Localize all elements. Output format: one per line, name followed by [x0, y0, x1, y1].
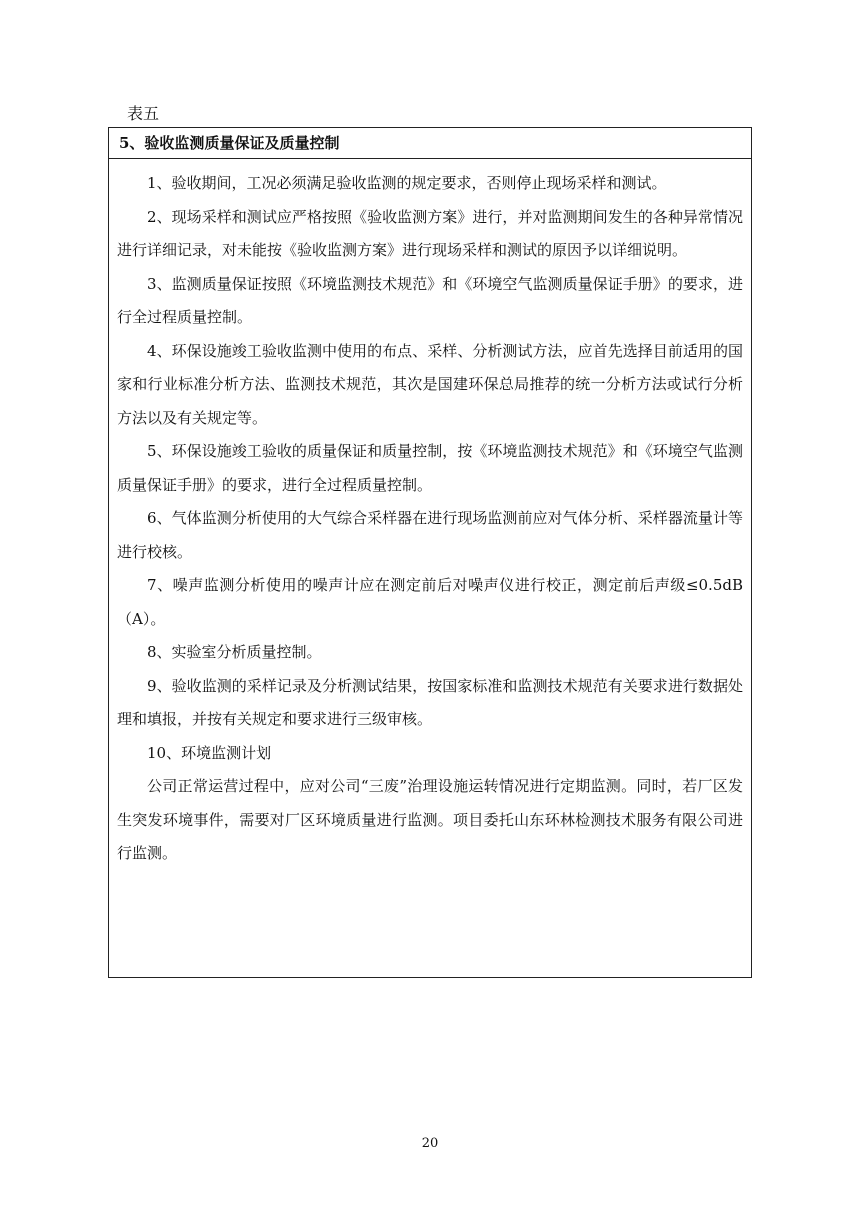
paragraph-3: 3、监测质量保证按照《环境监测技术规范》和《环境空气监测质量保证手册》的要求，进行全过程质量控制。	[117, 274, 743, 326]
page-number: 20	[421, 1136, 439, 1151]
paragraph-7: 7、噪声监测分析使用的噪声计应在测定前后对噪声仪进行校正，测定前后声级≤0.5dB（A）。	[117, 576, 743, 628]
paragraph-9: 9、验收监测的采样记录及分析测试结果，按国家标准和监测技术规范有关要求进行数据处理和填报，并按有关规定和要求进行三级审核。	[117, 676, 743, 728]
paragraph-10: 10、环境监测计划	[147, 743, 272, 762]
paragraph-1: 1、验收期间，工况必须满足验收监测的规定要求，否则停止现场采样和测试。	[147, 174, 667, 192]
content-table	[108, 127, 752, 978]
paragraph-2: 2、现场采样和测试应严格按照《验收监测方案》进行，并对监测期间发生的各种异常情况进行详细记录，对未能按《验收监测方案》进行现场采样和测试的原因予以详细说明。	[117, 207, 743, 259]
paragraph-8: 8、实验室分析质量控制。	[147, 643, 322, 661]
table-label: 表五	[127, 104, 160, 123]
paragraph-4: 4、环保设施竣工验收监测中使用的布点、采样、分析测试方法，应首先选择目前适用的国家和行业标准分析方法、监测技术规范，其次是国建环保总局推荐的统一分析方法或试行分析方法以及有关规定等。	[117, 341, 743, 427]
paragraph-6: 6、气体监测分析使用的大气综合采样器在进行现场监测前应对气体分析、采样器流量计等进行校核。	[117, 509, 743, 561]
paragraph-5: 5、环保设施竣工验收的质量保证和质量控制，按《环境监测技术规范》和《环境空气监测质量保证手册》的要求，进行全过程质量控制。	[117, 442, 743, 494]
section-title: 5、验收监测质量保证及质量控制	[109, 128, 751, 159]
paragraph-monitoring-plan: 公司正常运营过程中，应对公司“三废”治理设施运转情况进行定期监测。同时，若厂区发生突发环境事件，需要对厂区环境质量进行监测。项目委托山东环林检测技术服务有限公司进行监测。	[117, 777, 743, 862]
section-body	[109, 159, 751, 871]
